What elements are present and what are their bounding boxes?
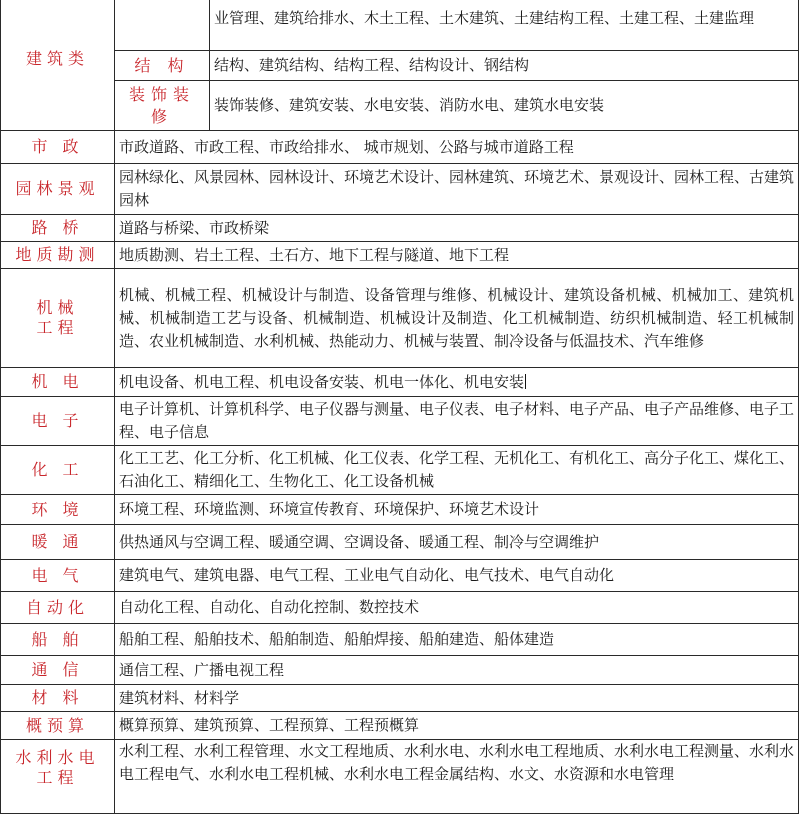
category-cell: 自动化 (1, 592, 115, 624)
description-cell (115, 368, 799, 397)
description-cell: 机械、机械工程、机械设计与制造、设备管理与维修、机械设计、建筑设备机械、机械加工、建筑机械、机械制造工艺与设备、机械制造、机械设计及制造、化工机械制造、纺织机械制造、轻工机械制造、农业机械制造、水利机械、热能动力、机械与装置、制冷设备与低温技术、汽车维修 (115, 269, 799, 368)
table-row (1, 397, 799, 446)
category-cell: 地质勘测 (1, 242, 115, 269)
text-cursor (525, 374, 526, 389)
description-cell: 建筑电气、建筑电器、电气工程、工业电气自动化、电气技术、电气自动化 (115, 560, 799, 592)
table-row (1, 685, 799, 712)
table-row (1, 51, 799, 81)
table-row (1, 368, 799, 397)
category-cell (1, 740, 115, 814)
subcategory-cell (115, 0, 210, 51)
description-cell: 电子计算机、计算机科学、电子仪器与测量、电子仪表、电子材料、电子产品、电子产品维修、电子工程、电子信息 (115, 397, 799, 446)
table-row (1, 81, 799, 131)
category-cell: 暖 通 (1, 525, 115, 560)
description-cell: 业管理、建筑给排水、木土工程、土木建筑、土建结构工程、土建工程、土建监理 (210, 0, 799, 51)
category-cell: 园林景观 (1, 164, 115, 215)
category-label: 机械工程 (36, 298, 79, 337)
table-row (1, 592, 799, 624)
table-row (1, 712, 799, 740)
subcategory-cell: 装饰装修 (115, 81, 210, 131)
category-cell: 通 信 (1, 656, 115, 685)
description-cell: 供热通风与空调工程、暖通空调、空调设备、暖通工程、制冷与空调维护 (115, 525, 799, 560)
description-cell: 地质勘测、岩土工程、土石方、地下工程与隧道、地下工程 (115, 242, 799, 269)
table-row (1, 242, 799, 269)
description-cell: 市政道路、市政工程、市政给排水、 城市规划、公路与城市道路工程 (115, 131, 799, 164)
description-cell: 自动化工程、自动化、自动化控制、数控技术 (115, 592, 799, 624)
description-cell: 装饰装修、建筑安装、水电安装、消防水电、建筑水电安装 (210, 81, 799, 131)
table-row (1, 215, 799, 242)
description-cell: 概算预算、建筑预算、工程预算、工程预概算 (115, 712, 799, 740)
table-row (1, 740, 799, 814)
category-cell: 船 舶 (1, 624, 115, 656)
category-cell: 路 桥 (1, 215, 115, 242)
description-cell: 结构、建筑结构、结构工程、结构设计、钢结构 (210, 51, 799, 81)
category-cell: 电 气 (1, 560, 115, 592)
category-cell: 机 电 (1, 368, 115, 397)
table-row (1, 624, 799, 656)
description-cell: 水利工程、水利工程管理、水文工程地质、水利水电、水利水电工程地质、水利水电工程测量、水利水电工程电气、水利水电工程机械、水利水电工程金属结构、水文、水资源和水电管理 (115, 740, 799, 814)
category-cell: 市 政 (1, 131, 115, 164)
description-cell: 环境工程、环境监测、环境宣传教育、环境保护、环境艺术设计 (115, 495, 799, 525)
category-label: 水利水电工程 (15, 748, 100, 787)
table-row (1, 0, 799, 51)
description-cell: 化工工艺、化工分析、化工机械、化工仪表、化学工程、无机化工、有机化工、高分子化工、煤化工、石油化工、精细化工、生物化工、化工设备机械 (115, 446, 799, 495)
table-row (1, 269, 799, 368)
description-cell: 船舶工程、船舶技术、船舶制造、船舶焊接、船舶建造、船体建造 (115, 624, 799, 656)
subcategory-cell: 结 构 (115, 51, 210, 81)
description-cell: 通信工程、广播电视工程 (115, 656, 799, 685)
table-row (1, 525, 799, 560)
category-cell: 材 料 (1, 685, 115, 712)
description-cell: 建筑材料、材料学 (115, 685, 799, 712)
category-cell: 化 工 (1, 446, 115, 495)
category-cell (1, 269, 115, 368)
table-row (1, 560, 799, 592)
table-row (1, 164, 799, 215)
table-row (1, 656, 799, 685)
table-row (1, 131, 799, 164)
description-cell: 道路与桥梁、市政桥梁 (115, 215, 799, 242)
table-row (1, 446, 799, 495)
category-cell: 环 境 (1, 495, 115, 525)
description-text: 机电设备、机电工程、机电设备安装、机电一体化、机电安装 (119, 372, 525, 391)
description-cell: 园林绿化、风景园林、园林设计、环境艺术设计、园林建筑、环境艺术、景观设计、园林工程、古建筑园林 (115, 164, 799, 215)
category-cell: 电 子 (1, 397, 115, 446)
category-jianzhu: 建筑类 (1, 0, 115, 131)
table-row (1, 495, 799, 525)
category-cell: 概预算 (1, 712, 115, 740)
